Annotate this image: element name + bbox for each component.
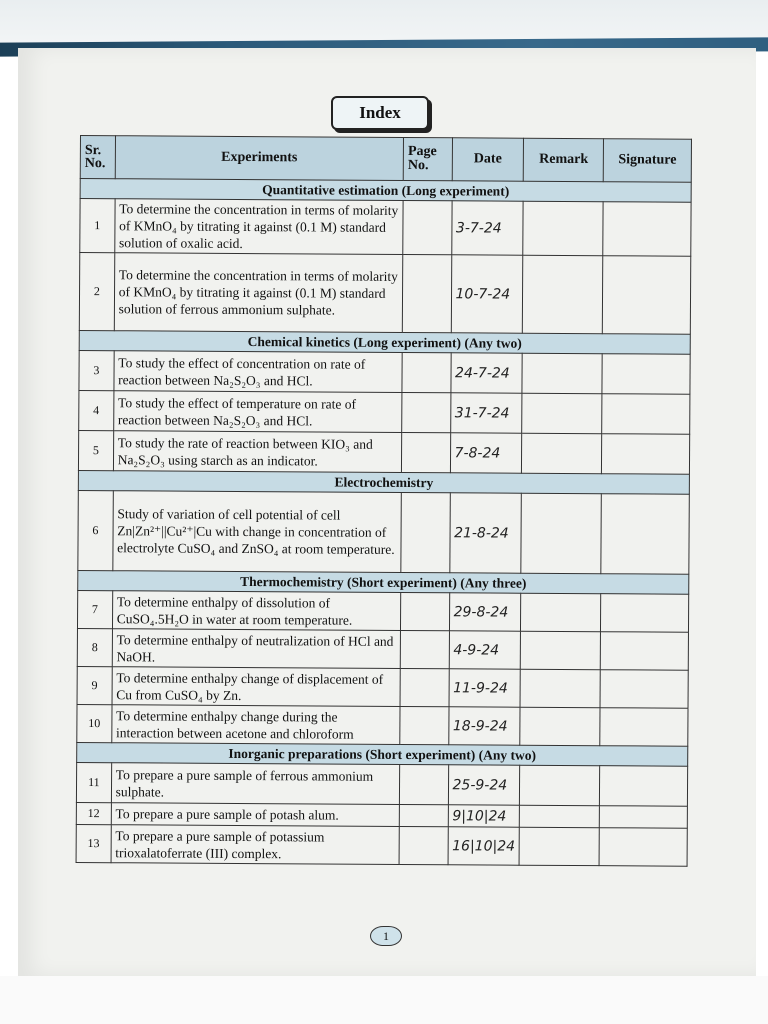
experiment-cell: To determine the concentration in terms of molarity of KMnO₄ by titrating it against (0.1 M) standard solution of ferrous ammonium sulphate. [114,253,403,333]
experiment-cell: To study the effect of concentration on rate of reaction between Na₂S₂O₃ and HCl. [114,351,403,393]
section-title: Thermochemistry (Short experiment) (Any three) [78,570,689,594]
header-experiments: Experiments [115,136,404,181]
section-title: Quantitative estimation (Long experiment) [80,179,691,203]
signature-cell [603,202,691,257]
section-title: Electrochemistry [78,470,689,494]
remark-cell [520,669,600,707]
index-body [76,179,691,867]
sr-no-cell: 3 [79,350,114,390]
date-cell: 25-9-24 [448,765,520,805]
page-no-cell [401,492,450,572]
table-row [77,628,688,670]
signature-cell [601,494,689,575]
experiment-cell: Study of variation of cell potential of cell Zn|Zn²⁺||Cu²⁺|Cu with change in concentration of electrolyte CuSO₄ and ZnSO₄ at room temperature. [113,491,402,573]
experiment-cell: To prepare a pure sample of ferrous ammonium sulphate. [111,763,400,805]
date-cell: 7-8-24 [450,433,522,473]
experiment-cell: To determine enthalpy of neutralization of HCl and NaOH. [112,629,401,669]
section-title: Chemical kinetics (Long experiment) (Any two) [79,330,690,354]
sr-no-cell: 12 [76,802,111,824]
page-no-cell [399,804,448,826]
experiment-cell: To determine enthalpy change during the interaction between acetone and chloroform [111,705,400,745]
page-no-cell [400,764,449,804]
table-row [76,824,687,866]
page-number: 1 [370,926,402,946]
header-sr-no: Sr. No. [80,136,115,179]
table-row [78,430,689,474]
page-no-cell [402,254,451,332]
signature-cell [600,766,688,807]
signature-cell [602,256,690,335]
table-row [77,666,688,708]
signature-cell [600,708,688,747]
signature-cell [602,394,690,435]
remark-cell [522,353,602,393]
page-no-cell [400,706,449,744]
page-no-cell [402,432,451,472]
header-date: Date [452,138,524,181]
date-cell: 10-7-24 [451,255,523,333]
remark-cell [521,593,601,631]
page-no-cell [402,392,451,432]
sr-no-cell: 13 [76,824,111,862]
experiment-cell: To prepare a pure sample of potassium trioxalatoferrate (III) complex. [111,825,400,865]
date-cell: 18-9-24 [448,707,520,745]
page-no-cell [401,592,450,630]
date-cell: 16|10|24 [448,827,520,865]
signature-cell [602,354,690,395]
remark-cell [521,493,601,573]
page-no-cell [402,352,451,392]
table-row [76,762,687,806]
page-no-cell [400,630,449,668]
section-title: Inorganic preparations (Short experiment) (Any two) [77,742,688,766]
sr-no-cell: 8 [77,628,112,666]
remark-cell [520,707,600,745]
date-cell: 9|10|24 [448,805,520,827]
experiment-cell: To study the rate of reaction between KIO₃ and Na₂S₂O₃ using starch as an indicator. [113,431,402,473]
experiment-cell: To prepare a pure sample of potash alum. [111,803,400,827]
header-remark: Remark [524,138,604,181]
sr-no-cell: 2 [79,253,114,331]
date-cell: 11-9-24 [449,669,521,707]
experiment-cell: To determine enthalpy change of displacement of Cu from CuSO₄ by Zn. [112,667,401,707]
experiment-cell: To determine the concentration in terms of molarity of KMnO₄ by titrating it against (0.1 M) standard solution of oxalic acid. [114,199,403,255]
signature-cell [600,670,688,709]
sr-no-cell: 11 [76,762,111,802]
date-cell: 4-9-24 [449,631,521,669]
signature-cell [600,632,688,671]
signature-cell [601,594,689,633]
header-page-no: Page No. [403,137,452,180]
remark-cell [521,631,601,669]
table-row [77,590,688,632]
sr-no-cell: 7 [77,590,112,628]
background-bottom [0,976,768,1024]
experiment-cell: To determine enthalpy of dissolution of CuSO₄.5H₂O in water at room temperature. [112,591,401,631]
sr-no-cell: 5 [78,430,113,470]
header-row [80,136,691,183]
index-title: Index [331,96,429,130]
date-cell: 24-7-24 [450,353,522,393]
sr-no-cell: 10 [77,704,112,742]
sr-no-cell: 4 [79,390,114,430]
table-row [78,490,689,574]
date-cell: 3-7-24 [451,201,523,255]
signature-cell [599,828,687,867]
page-no-cell [403,200,452,254]
remark-cell [523,255,603,333]
sr-no-cell: 9 [77,666,112,704]
date-cell: 29-8-24 [449,593,521,631]
header-signature: Signature [603,139,691,183]
signature-cell [599,806,687,829]
index-table [76,135,692,867]
page-no-cell [400,668,449,706]
date-cell: 21-8-24 [449,493,521,573]
page-no-cell [399,826,448,864]
table-row [80,199,691,257]
table-row [79,390,690,434]
remark-cell [519,827,599,865]
remark-cell [522,433,602,473]
date-cell: 31-7-24 [450,393,522,433]
signature-cell [602,434,690,475]
remark-cell [520,805,600,827]
remark-cell [523,201,603,255]
sr-no-cell: 1 [80,199,115,253]
remark-cell [520,765,600,805]
remark-cell [522,393,602,433]
table-row [77,704,688,746]
table-row [79,253,690,335]
experiment-cell: To study the effect of temperature on rate of reaction between Na₂S₂O₃ and HCl. [113,391,402,433]
sr-no-cell: 6 [78,490,113,570]
table-row [79,350,690,394]
